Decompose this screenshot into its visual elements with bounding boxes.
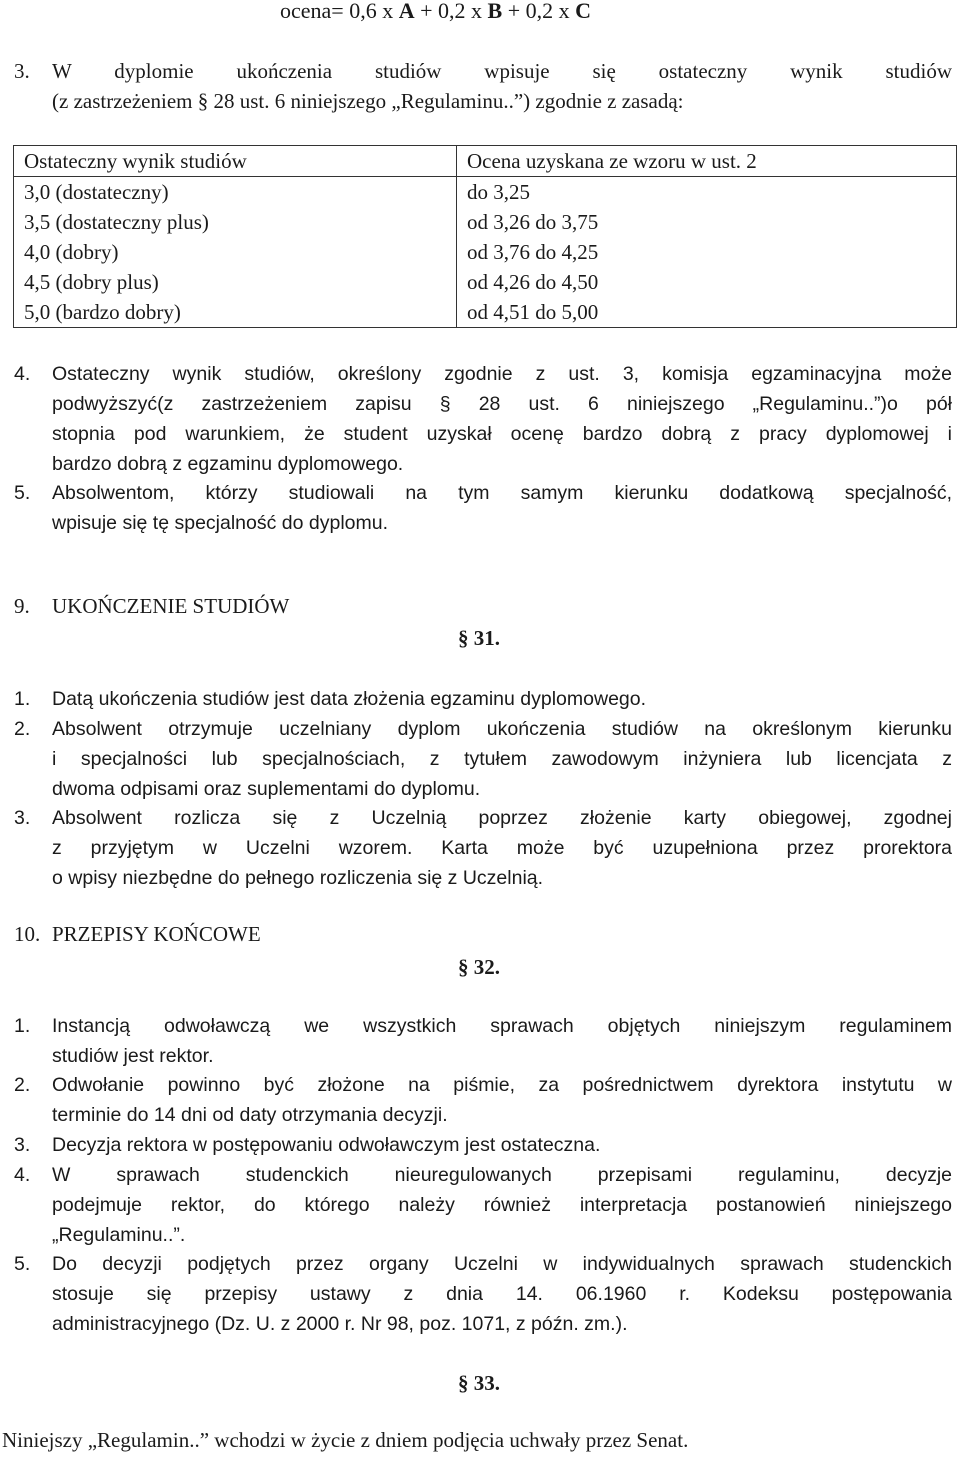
text-line: „Regulaminu..”. xyxy=(52,1224,186,1246)
section-title: PRZEPISY KOŃCOWE xyxy=(52,922,261,946)
paragraph-5 xyxy=(14,478,952,538)
text-line: bardzo dobrą z egzaminu dyplomowego. xyxy=(52,453,404,475)
text-line: i specjalności lub specjalnościach, z tytułem zawodowym inżyniera lub licencjata z xyxy=(52,748,952,770)
paragraph-sign-32: § 32. xyxy=(458,955,500,979)
text-line: (z zastrzeżeniem § 28 ust. 6 niniejszego „Regulaminu..”) zgodnie z zasadą: xyxy=(52,89,684,113)
section-10-heading xyxy=(14,922,261,947)
text-line: Absolwentom, którzy studiowali na tym samym kierunku dodatkową specjalność, xyxy=(52,482,952,504)
item-number: 3. xyxy=(14,1134,31,1156)
grade-range: od 3,26 do 3,75 xyxy=(467,210,599,234)
section-number: 9. xyxy=(14,594,30,618)
section-9-heading xyxy=(14,594,289,619)
item-number: 1. xyxy=(14,688,31,710)
text-line: Absolwent rozlicza się z Uczelnią poprzez złożenie karty obiegowej, zgodnej xyxy=(52,807,952,829)
item-number: 3. xyxy=(14,807,31,829)
header-final-result: Ostateczny wynik studiów xyxy=(14,146,457,177)
section-title: UKOŃCZENIE STUDIÓW xyxy=(52,594,290,618)
text-line: terminie do 14 dni od daty otrzymania decyzji. xyxy=(52,1104,448,1126)
s10-item-1 xyxy=(14,1011,952,1071)
text-line: podejmuje rektor, do którego należy również interpretacja postanowień niniejszego xyxy=(52,1194,952,1216)
text-line: W sprawach studenckich nieuregulowanych przepisami regulaminu, decyzje xyxy=(52,1164,952,1186)
grade-range: do 3,25 xyxy=(467,180,530,204)
s10-item-3 xyxy=(14,1130,952,1160)
text-line: Ostateczny wynik studiów, określony zgodnie z ust. 3, komisja egzaminacyjna może xyxy=(52,363,952,385)
text-line: Do decyzji podjętych przez organy Uczelni w indywidualnych sprawach studenckich xyxy=(52,1253,952,1275)
text-line: W dyplomie ukończenia studiów wpisuje się ostateczny wynik studiów xyxy=(52,59,952,83)
paragraph-3 xyxy=(14,56,952,116)
item-number: 2. xyxy=(14,718,31,740)
text-line: Datą ukończenia studiów jest data złożenia egzaminu dyplomowego. xyxy=(52,688,647,710)
grade-ranges-cell xyxy=(457,177,957,328)
text-line: stosuje się przepisy ustawy z dnia 14. 06.1960 r. Kodeksu postępowania xyxy=(52,1283,952,1305)
paragraph-sign-31: § 31. xyxy=(458,626,500,650)
item-number: 2. xyxy=(14,1074,31,1096)
item-number: 5. xyxy=(14,482,31,504)
grade-range: od 4,51 do 5,00 xyxy=(467,300,599,324)
text-line: Absolwent otrzymuje uczelniany dyplom ukończenia studiów na określonym kierunku xyxy=(52,718,952,740)
table-header-row xyxy=(14,146,957,177)
item-number: 4. xyxy=(14,1164,31,1186)
text-line: administracyjnego (Dz. U. z 2000 r. Nr 98, poz. 1071, z późn. zm.). xyxy=(52,1313,628,1335)
item-number: 5. xyxy=(14,1253,31,1275)
text-line: z przyjętym w Uczelni wzorem. Karta może być uzupełniona przez prorektora xyxy=(52,837,952,859)
s9-item-1 xyxy=(14,684,952,714)
text-line: Decyzja rektora w postępowaniu odwoławczym jest ostateczna. xyxy=(52,1134,601,1156)
table-row xyxy=(14,177,957,328)
text-line: podwyższyć(z zastrzeżeniem zapisu § 28 ust. 6 niniejszego „Regulaminu..”)o pół xyxy=(52,393,952,415)
text-line: Odwołanie powinno być złożone na piśmie, za pośrednictwem dyrektora instytutu w xyxy=(52,1074,952,1096)
s9-item-3 xyxy=(14,803,952,893)
item-number: 4. xyxy=(14,363,31,385)
section-number: 10. xyxy=(14,922,41,946)
paragraph-sign-33: § 33. xyxy=(458,1371,500,1395)
header-formula-grade: Ocena uzyskana ze wzoru w ust. 2 xyxy=(457,146,957,177)
final-grade: 3,5 (dostateczny plus) xyxy=(24,210,209,234)
s10-item-5 xyxy=(14,1249,952,1339)
text-line: Instancją odwoławczą we wszystkich sprawach objętych niniejszym regulaminem xyxy=(52,1015,952,1037)
item-number: 3. xyxy=(14,59,30,83)
final-grades-cell xyxy=(14,177,457,328)
grade-range: od 3,76 do 4,25 xyxy=(467,240,599,264)
s9-item-2 xyxy=(14,714,952,804)
text-line: o wpisy niezbędne do pełnego rozliczenia się z Uczelnią. xyxy=(52,867,544,889)
text-line: dwoma odpisami oraz suplementami do dyplomu. xyxy=(52,778,481,800)
s10-item-4 xyxy=(14,1160,952,1250)
grades-table xyxy=(13,145,957,328)
item-number: 1. xyxy=(14,1015,31,1037)
text-line: wpisuje się tę specjalność do dyplomu. xyxy=(52,512,389,534)
final-statement: Niniejszy „Regulamin..” wchodzi w życie z dniem podjęcia uchwały przez Senat. xyxy=(2,1428,689,1452)
text-line: studiów jest rektor. xyxy=(52,1045,214,1067)
final-grade: 5,0 (bardzo dobry) xyxy=(24,300,181,324)
text-line: stopnia pod warunkiem, że student uzyskał ocenę bardzo dobrą z pracy dyplomowej i xyxy=(52,423,952,445)
s10-item-2 xyxy=(14,1070,952,1130)
grade-formula: ocena= 0,6 x A + 0,2 x B + 0,2 x C xyxy=(280,0,592,23)
final-grade: 4,5 (dobry plus) xyxy=(24,270,159,294)
paragraph-4 xyxy=(14,359,952,479)
final-grade: 3,0 (dostateczny) xyxy=(24,180,169,204)
grade-range: od 4,26 do 4,50 xyxy=(467,270,599,294)
final-grade: 4,0 (dobry) xyxy=(24,240,119,264)
